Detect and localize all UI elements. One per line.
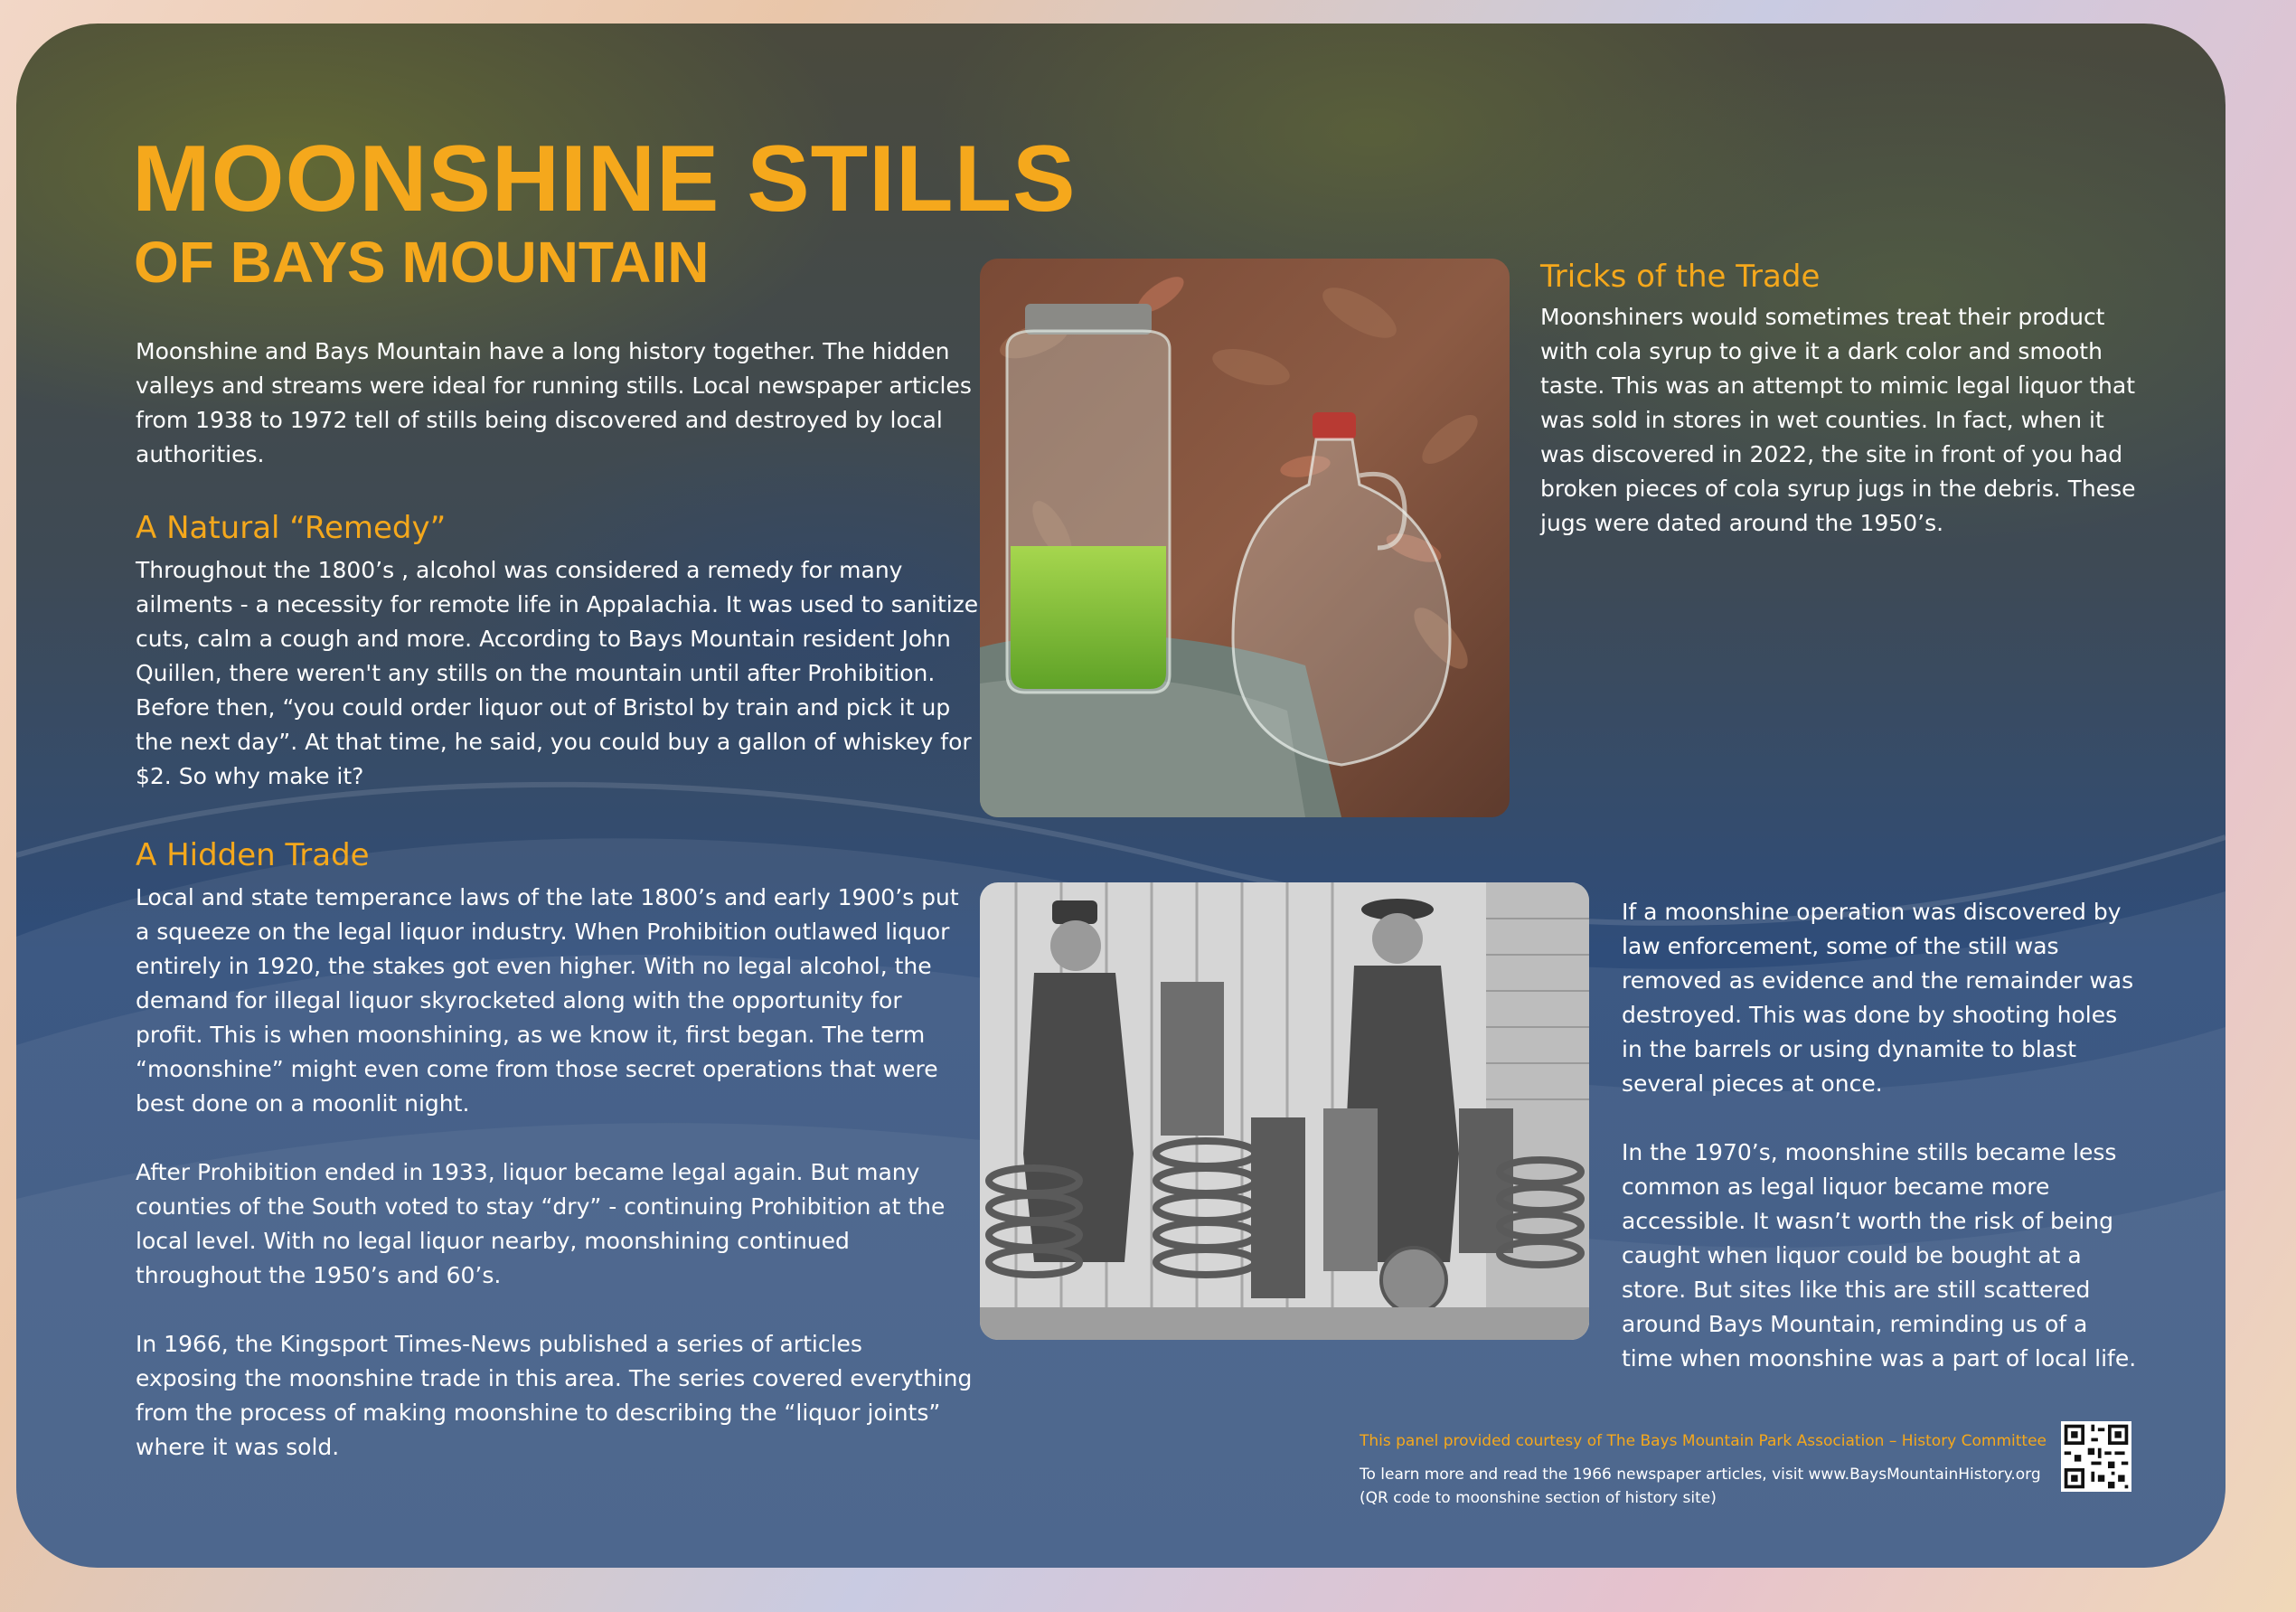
qr-code-icon[interactable] xyxy=(2061,1421,2131,1492)
footer-credit: This panel provided courtesy of The Bays Mountain Park Association – History Committee xyxy=(1360,1432,2047,1450)
hidden-trade-heading: A Hidden Trade xyxy=(136,837,370,873)
officers-still-photo xyxy=(980,882,1589,1340)
tricks-heading: Tricks of the Trade xyxy=(1540,259,1821,295)
decline-paragraph: In the 1970’s, moonshine stills became less common as legal liquor became more accessible. It wasn’t worth the risk of being caught when liquor could be bought at a store. But sites like this are still scattered around Bays Mountain, reminding us of a time when moonshine was a part of local life. xyxy=(1622,1139,2137,1372)
hidden-trade-paragraph: Local and state temperance laws of the late 1800’s and early 1900’s put a squeeze on the legal liquor industry. When Prohibition outlawed liquor entirely in 1920, the stakes got even higher. With no legal alcohol, the demand for illegal liquor skyrocketed along with the opportunity for profit. This is when moonshining, as we know it, first began. The term “moonshine” might even come from those secret operations that were best done on a moonlit night. xyxy=(136,884,959,1117)
enforcement-paragraph: If a moonshine operation was discovered by law enforcement, some of the still was removed as evidence and the remainder was destroyed. This was done by shooting holes in the barrels or using dynamite to blast several pieces at once. xyxy=(1622,899,2134,1097)
remedy-paragraph: Throughout the 1800’s , alcohol was considered a remedy for many ailments - a necessity for remote life in Appalachia. It was used to sanitize cuts, calm a cough and more. According to Bays Mountain resident John Quillen, there weren't any stills on the mountain until after Prohibition. Before then, “you could order liquor out of Bristol by train and pick it up the next day”. At that time, he said, you could buy a gallon of whiskey for $2. So why make it? xyxy=(136,557,979,789)
jars-photo xyxy=(980,259,1510,817)
exhibit-panel xyxy=(16,24,2225,1568)
post-prohibition-paragraph: After Prohibition ended in 1933, liquor became legal again. But many counties of the South voted to stay “dry” - continuing Prohibition at the local level. With no legal liquor nearby, moonshining continued throughout the 1950’s and 60’s. xyxy=(136,1159,946,1288)
remedy-heading: A Natural “Remedy” xyxy=(136,510,447,546)
intro-paragraph: Moonshine and Bays Mountain have a long history together. The hidden valleys and streams were ideal for running stills. Local newspaper articles from 1938 to 1972 tell of stills being discovered and destroyed by local authorities. xyxy=(136,338,972,467)
times-news-paragraph: In 1966, the Kingsport Times-News published a series of articles exposing the moonshine trade in this area. The series covered everything from the process of making moonshine to describing the “liquor joints” where it was sold. xyxy=(136,1331,973,1460)
footer-text: To learn more and read the 1966 newspaper articles, visit www.BaysMountainHistory.org (QR code to moonshine section of history site) xyxy=(1360,1466,2041,1507)
panel-subtitle: OF BAYS MOUNTAIN xyxy=(134,230,710,295)
panel-title: MOONSHINE STILLS xyxy=(132,127,1077,231)
tricks-paragraph: Moonshiners would sometimes treat their product with cola syrup to give it a dark color and smooth taste. This was an attempt to mimic legal liquor that was sold in stores in wet counties. In fact, when it was discovered in 2022, the site in front of you had broken pieces of cola syrup jugs in the debris. These jugs were dated around the 1950’s. xyxy=(1540,304,2136,536)
